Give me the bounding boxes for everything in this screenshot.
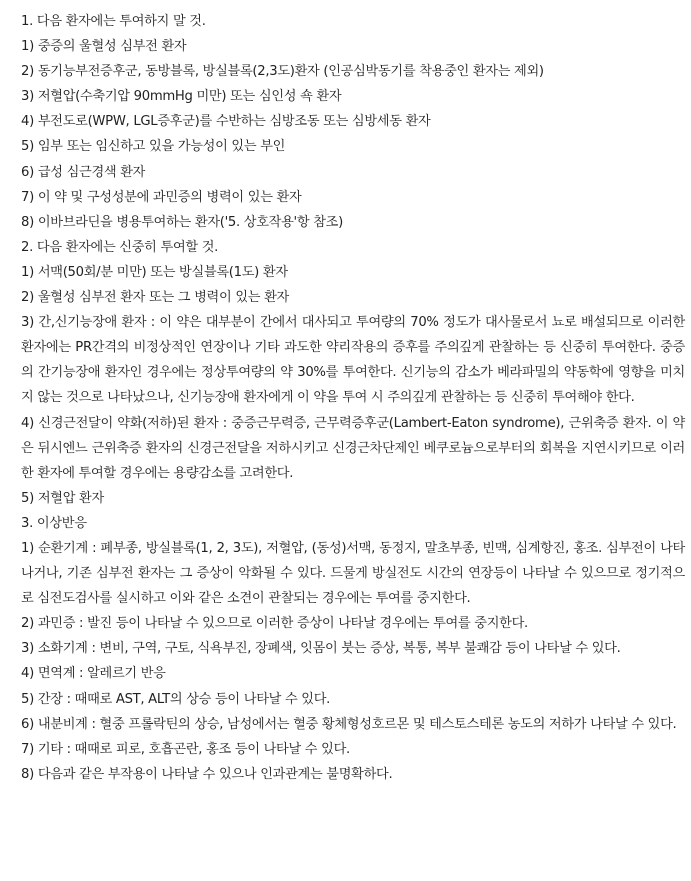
section-heading-precautions: 2. 다음 환자에는 신중히 투여할 것.	[21, 239, 219, 255]
list-item: 8) 이바브라딘을 병용투여하는 환자('5. 상호작용'항 참조)	[21, 214, 343, 230]
list-item: 2) 동기능부전증후군, 동방블록, 방실블록(2,3도)환자 (인공심박동기를 착용중인 환자는 제외)	[21, 64, 544, 80]
list-item: 3) 소화기계 : 변비, 구역, 구토, 식욕부진, 장폐색, 잇몸이 붓는 증상, 복통, 복부 불쾌감 등이 나타날 수 있다.	[21, 641, 621, 657]
list-item: 5) 저혈압 환자	[21, 490, 104, 506]
list-item: 5) 임부 또는 임신하고 있을 가능성이 있는 부인	[21, 139, 286, 155]
list-item: 7) 이 약 및 구성성분에 과민증의 병력이 있는 환자	[21, 189, 302, 205]
list-item: 4) 부전도로(WPW, LGL증후군)를 수반하는 심방조동 또는 심방세동 환자	[21, 114, 431, 130]
list-item: 4) 신경근전달이 약화(저하)된 환자 : 중증근무력증, 근무력증후군(Lambert-Eaton syndrome), 근위축증 환자. 이 약은 뒤시엔느 근위축증 환자의 신경근전달을 저하시키고 신경근차단제인 베쿠로늄으로부터의 회복을 지연시키므로 이러한 환자에 투여할 경우에는 용량감소를 고려한다.	[21, 415, 685, 481]
list-item: 2) 과민증 : 발진 등이 나타날 수 있으므로 이러한 증상이 나타날 경우에는 투여를 중지한다.	[21, 616, 528, 632]
section-heading-contraindications: 1. 다음 환자에는 투여하지 말 것.	[21, 14, 206, 29]
list-item: 6) 급성 심근경색 환자	[21, 164, 146, 180]
list-item: 5) 간장 : 때때로 AST, ALT의 상승 등이 나타날 수 있다.	[21, 691, 331, 707]
list-item: 4) 면역계 : 알레르기 반응	[21, 666, 166, 682]
list-item: 1) 서맥(50회/분 미만) 또는 방실블록(1도) 환자	[21, 264, 288, 280]
list-item: 7) 기타 : 때때로 피로, 호흡곤란, 홍조 등이 나타날 수 있다.	[21, 741, 350, 757]
list-item: 6) 내분비계 : 혈중 프롤락틴의 상승, 남성에서는 혈중 황체형성호르몬 및 테스토스테론 농도의 저하가 나타날 수 있다.	[21, 716, 677, 732]
list-item: 2) 울혈성 심부전 환자 또는 그 병력이 있는 환자	[21, 290, 289, 306]
section-heading-adverse-reactions: 3. 이상반응	[21, 515, 87, 531]
list-item: 1) 순환기계 : 폐부종, 방실블록(1, 2, 3도), 저혈압, (동성)서맥, 동정지, 말초부종, 빈맥, 심계항진, 홍조. 심부전이 나타나거나, 기존 심부전 환자는 그 증상이 악화될 수 있다. 드물게 방실전도 시간의 연장등이 나타날 수 있으므로 정기적으로 심전도검사를 실시하고 이와 같은 소견이 관찰되는 경우에는 투여를 중지한다.	[21, 540, 685, 607]
list-item: 8) 다음과 같은 부작용이 나타날 수 있으나 인과관계는 불명확하다.	[21, 766, 393, 782]
list-item: 3) 저혈압(수축기압 90mmHg 미만) 또는 심인성 쇽 환자	[21, 89, 342, 105]
list-item: 3) 간,신기능장애 환자 : 이 약은 대부분이 간에서 대사되고 투여량의 70% 정도가 대사물로서 뇨로 배설되므로 이러한 환자에는 PR간격의 비정상적인 연장이나 기타 과도한 약리작용의 증후를 주의깊게 관찰하는 등 신중히 투여한다. 중증의 간기능장애 환자인 경우에는 정상투여량의 약 30%를 투여한다. 신기능의 감소가 베라파밀의 약동학에 영향을 미치지 않는 것으로 나타났으나, 신기능장애 환자에게 이 약을 투여 시 주의깊게 관찰하는 등 신중히 투여해야 한다.	[21, 315, 685, 406]
list-item: 1) 중증의 울혈성 심부전 환자	[21, 39, 187, 55]
